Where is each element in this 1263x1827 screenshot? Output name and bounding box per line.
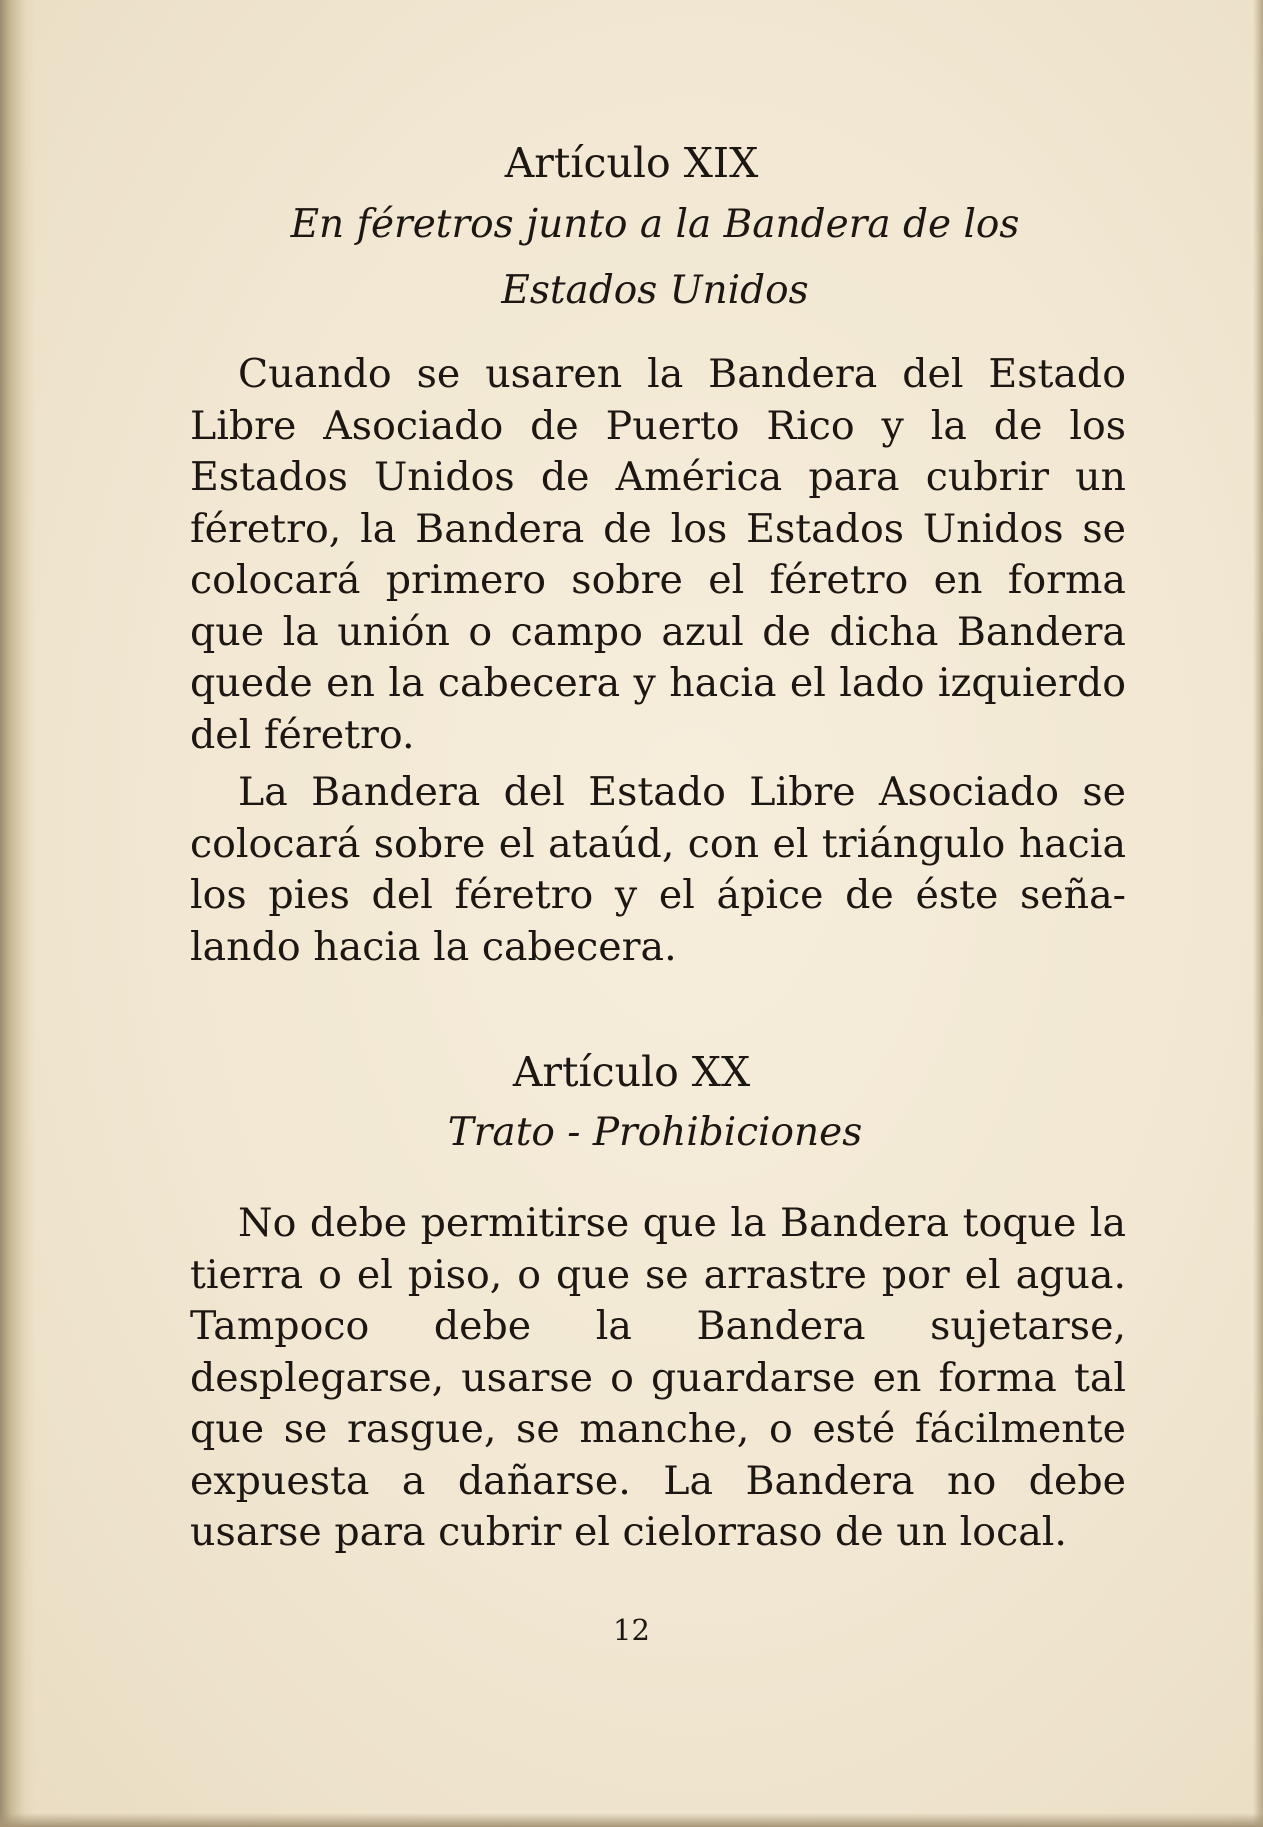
article-19-paragraph-2: La Bandera del Estado Libre Asociado se colocará sobre el ataúd, con el triángulo hacia los pies del féretro y el ápice de éste señalando hacia la cabecera. <box>190 769 1126 970</box>
page-number: 12 <box>613 1613 650 1647</box>
article-20-paragraph-1: No debe permitirse que la Bandera toque la tierra o el piso, o que se arrastre por el agua. Tampoco debe la Bandera sujetarse, desplegarse, usarse o guardarse en forma tal que se rasgue, se manche, o esté fácilmente expuesta a dañarse. La Bandera no debe usarse para cubrir el cielorraso de un local. <box>190 1200 1126 1555</box>
article-20-subheading: Trato - Prohibiciones <box>447 1110 863 1155</box>
page-binding-edge <box>0 0 36 1827</box>
article-20-heading: Artículo XX <box>512 1048 751 1096</box>
page-right-edge <box>1253 0 1263 1827</box>
article-19-heading: Artículo XIX <box>504 139 759 187</box>
page-bottom-edge <box>0 1813 1263 1827</box>
article-19-subheading: En féretros junto a la Bandera de los Estados Unidos <box>290 202 1020 313</box>
article-19-paragraph-1: Cuando se usaren la Bandera del Estado Libre Asociado de Puerto Rico y la de los Estados Unidos de América para cubrir un féretro, la Bandera de los Estados Unidos se colocará primero sobre el féretro en forma que la unión o campo azul de dicha Bandera quede en la cabecera y hacia el lado izquierdo del féretro. <box>190 351 1126 758</box>
